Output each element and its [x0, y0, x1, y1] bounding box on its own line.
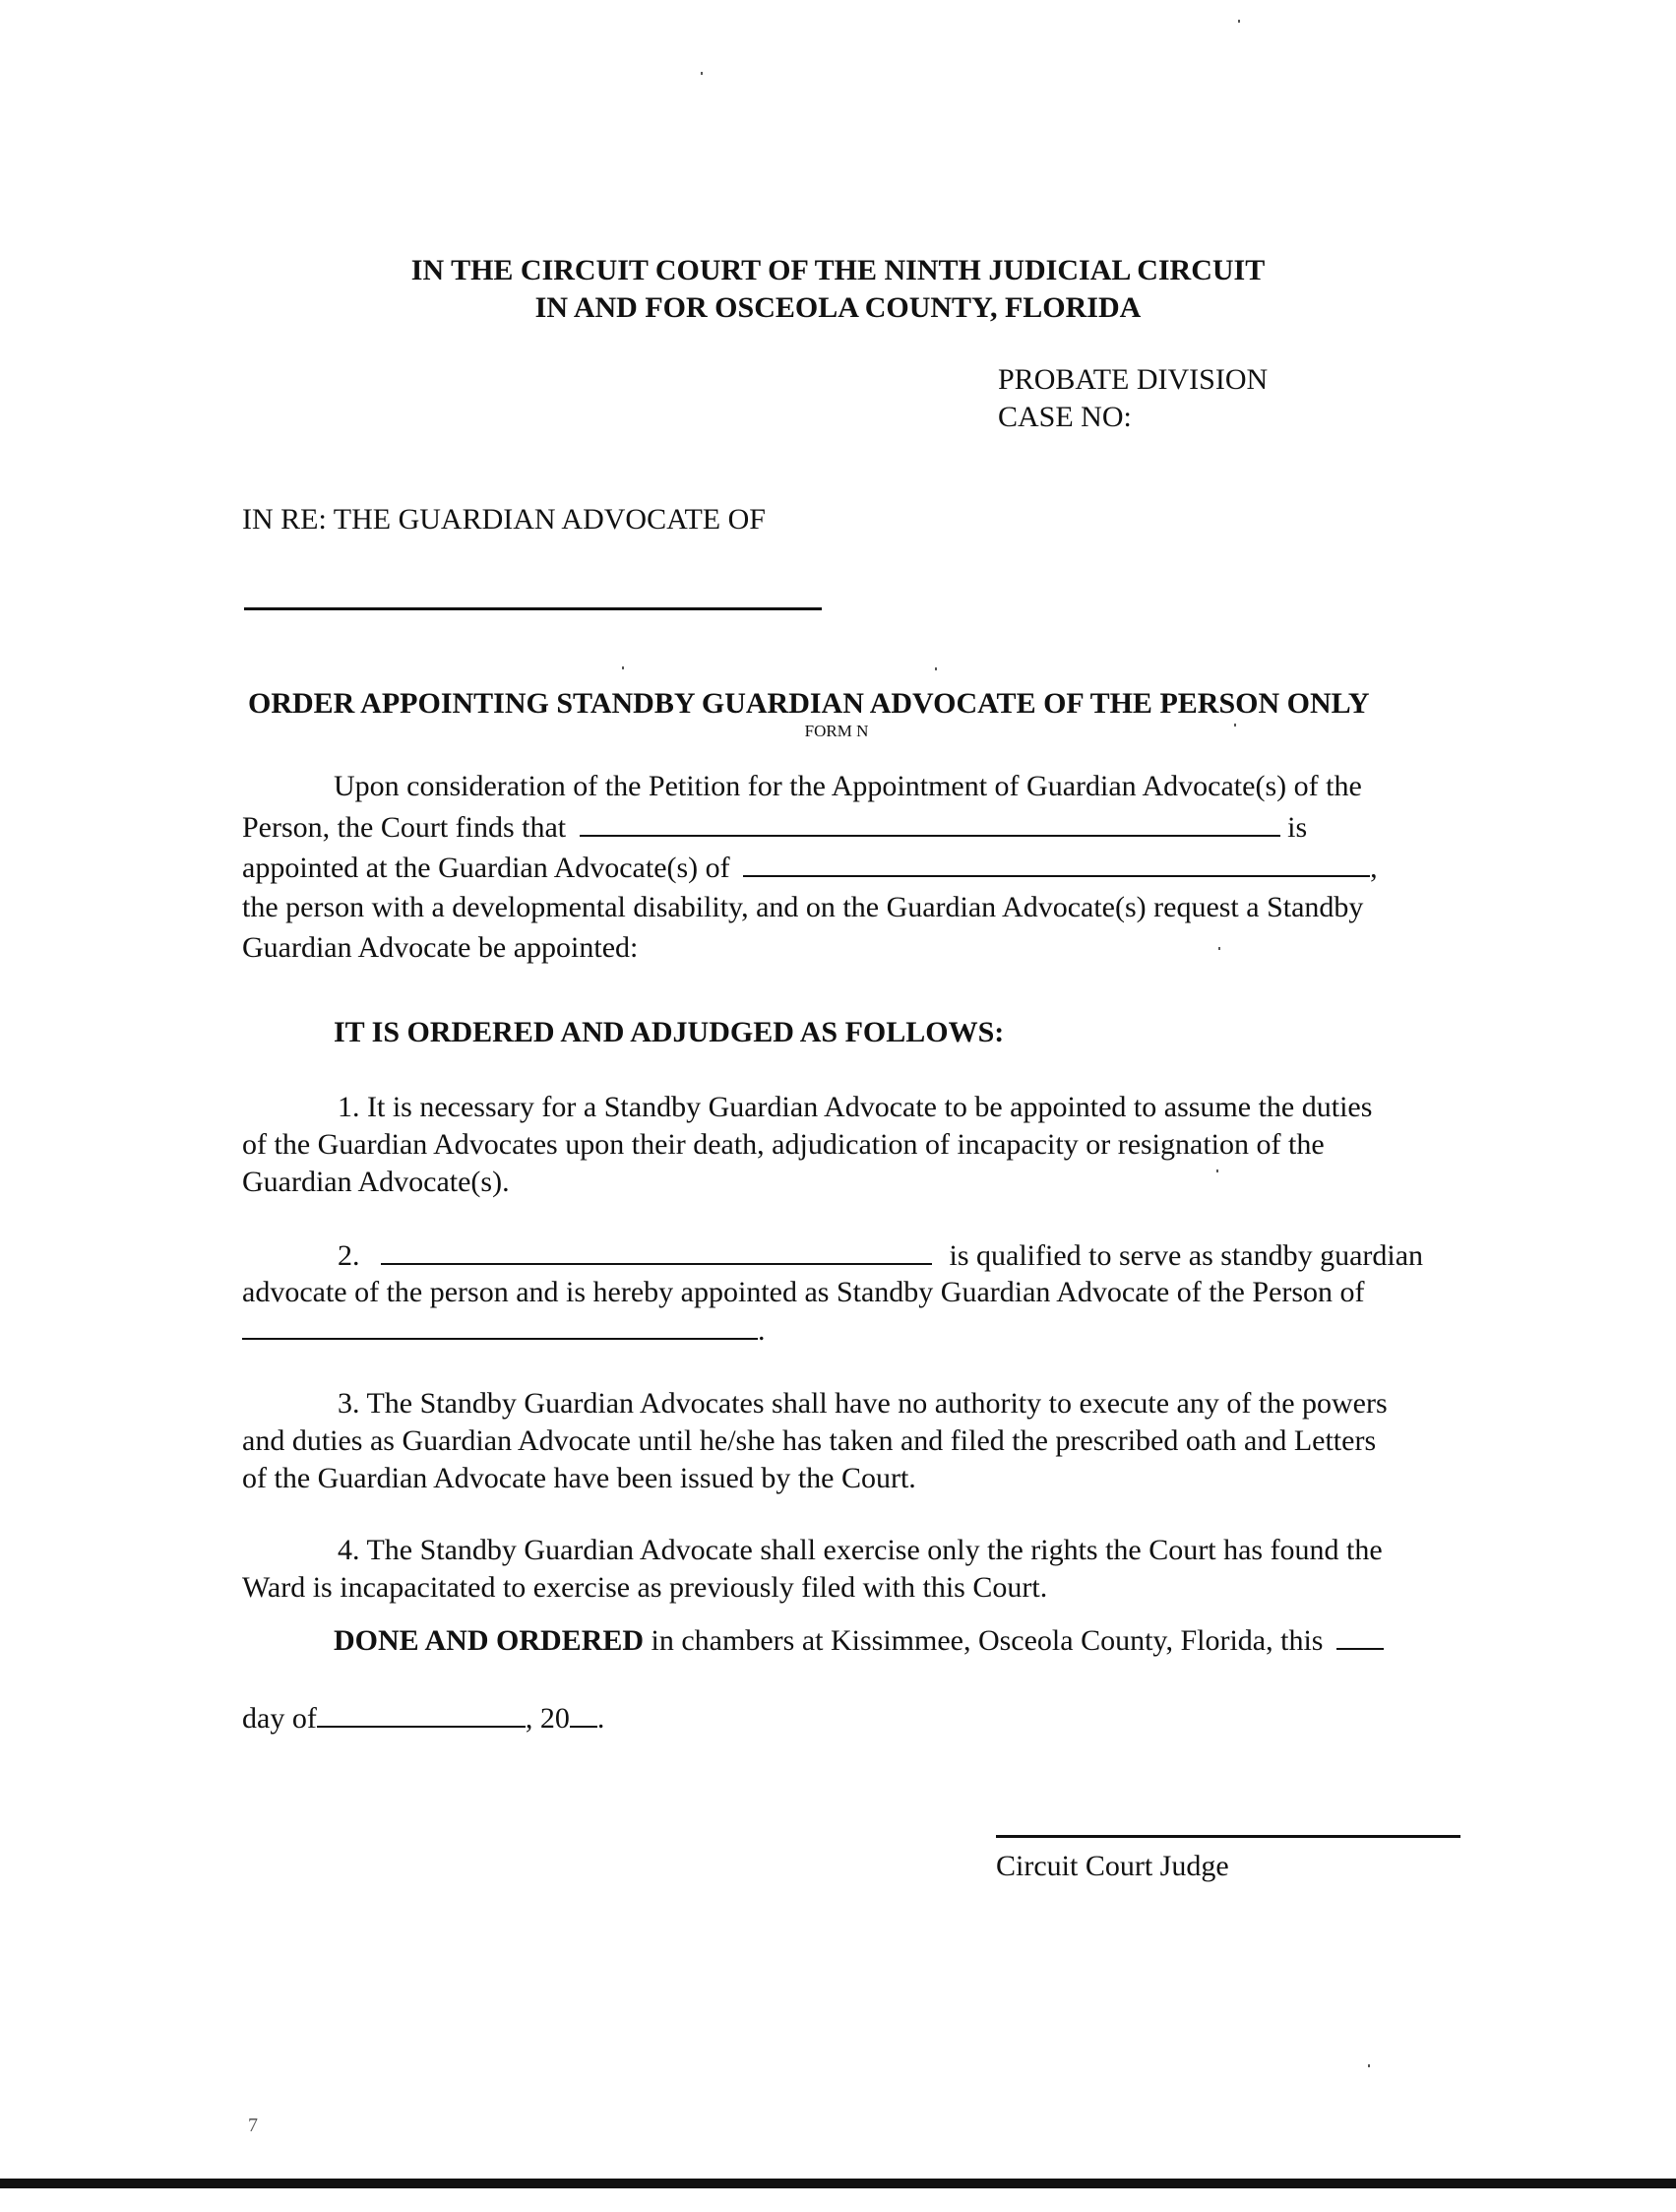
ward-name-blank-2 [242, 1312, 758, 1340]
year-period: . [596, 1702, 605, 1735]
scan-speck [1218, 947, 1220, 950]
done-ordered-text: in chambers at Kissimmee, Osceola County, Florida, this [644, 1624, 1324, 1657]
done-ordered-line [334, 1622, 1384, 1659]
para4-line1: 4. The Standby Guardian Advocate shall exercise only the rights the Court has found the [338, 1534, 1383, 1566]
para1-line1: 1. It is necessary for a Standby Guardian Advocate to be appointed to assume the duties [338, 1091, 1373, 1123]
month-blank [317, 1700, 526, 1728]
scan-speck [1216, 1169, 1218, 1172]
person-name-blank [743, 850, 1370, 877]
para3-line2: and duties as Guardian Advocate until he/she has taken and filed the prescribed oath and Letters [242, 1424, 1377, 1457]
intro-line5: Guardian Advocate be appointed: [242, 931, 639, 964]
scan-speck [1234, 724, 1236, 727]
intro-line2 [242, 809, 1307, 846]
scan-speck [1368, 2064, 1370, 2067]
intro-line2-text: Person, the Court finds that [242, 811, 567, 844]
intro-line3 [242, 850, 1378, 886]
para3-line3: of the Guardian Advocate have been issued by the Court. [242, 1462, 916, 1494]
day-blank [1336, 1622, 1384, 1650]
guardian-name-blank [580, 809, 1280, 837]
footer-mark: 7 [248, 2115, 258, 2136]
intro-line1: Upon consideration of the Petition for the Appointment of Guardian Advocate(s) of the [334, 770, 1362, 802]
para2-number: 2. [338, 1239, 360, 1272]
court-header-line2: IN AND FOR OSCEOLA COUNTY, FLORIDA [534, 291, 1142, 324]
year-blank [570, 1700, 597, 1728]
para4-line2: Ward is incapacitated to exercise as previously filed with this Court. [242, 1571, 1048, 1604]
ordered-heading: IT IS ORDERED AND ADJUDGED AS FOLLOWS: [334, 1016, 1005, 1048]
para2-line3 [242, 1312, 766, 1349]
court-header-line1: IN THE CIRCUIT COURT OF THE NINTH JUDICIAL CIRCUIT [410, 254, 1266, 286]
intro-line4: the person with a developmental disability, and on the Guardian Advocate(s) request a Standby [242, 891, 1364, 923]
done-ordered-bold: DONE AND ORDERED [334, 1624, 645, 1657]
day-of-label: day of [242, 1702, 317, 1735]
scan-bottom-bar [0, 2179, 1676, 2188]
para2-line2: advocate of the person and is hereby appointed as Standby Guardian Advocate of the Person of [242, 1276, 1365, 1308]
scan-speck [935, 667, 937, 670]
scan-speck [622, 666, 624, 669]
intro-line3-comma: , [1370, 852, 1378, 884]
probate-division: PROBATE DIVISION [998, 363, 1269, 396]
ward-name-blank [244, 607, 822, 610]
order-title: ORDER APPOINTING STANDBY GUARDIAN ADVOCATE OF THE PERSON ONLY [248, 687, 1370, 720]
day-of-line [242, 1700, 604, 1737]
para1-line2: of the Guardian Advocates upon their death, adjudication of incapacity or resignation of the [242, 1128, 1325, 1161]
intro-line3-text: appointed at the Guardian Advocate(s) of [242, 852, 730, 884]
signature-line [996, 1835, 1460, 1838]
standby-name-blank [381, 1237, 932, 1265]
para3-line1: 3. The Standby Guardian Advocates shall have no authority to execute any of the powers [338, 1387, 1388, 1420]
para2-period: . [758, 1314, 766, 1347]
intro-line2-is: is [1287, 811, 1308, 844]
para1-line3: Guardian Advocate(s). [242, 1166, 510, 1198]
para2-line1 [338, 1237, 1423, 1274]
case-no-label: CASE NO: [998, 401, 1132, 433]
signature-label: Circuit Court Judge [996, 1850, 1229, 1882]
year-prefix: , 20 [525, 1702, 570, 1735]
form-label: FORM N [804, 722, 869, 740]
scan-speck [701, 72, 703, 75]
in-re-caption: IN RE: THE GUARDIAN ADVOCATE OF [242, 503, 766, 536]
scan-speck [1238, 20, 1240, 23]
para2-line1-text: is qualified to serve as standby guardian [949, 1239, 1424, 1272]
